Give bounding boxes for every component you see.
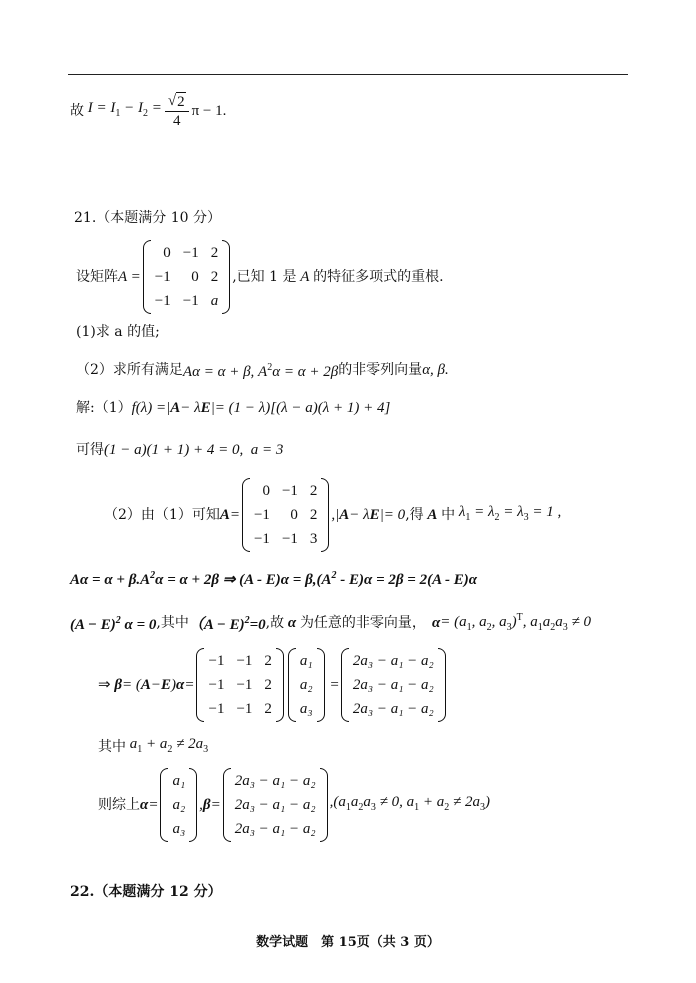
solution-a-value: 可得 (1 − a)(1 + 1) + 4 = 0, a = 3 [76, 442, 284, 458]
matrix-A-a3: 0 −1 2 −1 0 2 −1 −1 3 [242, 478, 329, 552]
summary-alpha: a₁ a₂ a₃ [160, 768, 197, 842]
solution-part2: （2）由（1）可知 A = 0 −1 2 −1 0 2 −1 −1 3 ,| A − λ E |= 0 ,得 A 中 $\lambda_1 = \lambda_2 = \lambda_3 = 1$ , [104, 478, 561, 552]
derivation-line: $A\alpha = \alpha + \beta.A^2\alpha = \alpha + 2\beta$ ⇒ $(A - E)\alpha = \beta,(A^2 - E)\alpha = 2\beta = 2(A - E)\alpha$ [70, 570, 478, 588]
solution-part1: 解:（1） f(λ) =| A − λ E |= (1 − λ)[(λ − a)(λ + 1) + 4] [76, 400, 391, 416]
vector-beta: 2a₃ − a₁ − a₂ 2a₃ − a₁ − a₂ 2a₃ − a₁ − a₂ [341, 648, 446, 722]
matrix-A-minus-E: −1 −1 2 −1 −1 2 −1 −1 2 [196, 648, 283, 722]
matrix-A: 0 −1 2 −1 0 2 −1 −1 a [143, 240, 230, 314]
q21-header: 21.（本题满分 10 分） [74, 210, 221, 226]
page-footer: 数学试题 第 15页（共 3 页） [256, 935, 440, 950]
q22-header: 22.（本题满分 12 分） [70, 884, 222, 900]
condition-line: 其中 $a_1 + a_2 \ne 2a_3$ [98, 736, 209, 755]
beta-product: ⇒ β = ( A − E ) α = −1 −1 2 −1 −1 2 −1 −1 2 a₁ a₂ a₃ = 2a₃ − a₁ − a₂ 2a₃ − a₁ − a₂ 2a₃ − a₁ − a₂ [98, 648, 448, 722]
summary-beta: 2a₃ − a₁ − a₂ 2a₃ − a₁ − a₂ 2a₃ − a₁ − a₂ [223, 768, 328, 842]
header-rule [68, 74, 628, 75]
q21-setup: 设矩阵 A = 0 −1 2 −1 0 2 −1 −1 a ,已知 1 是 A 的特征多项式的重根. [76, 240, 444, 314]
result-line-I: 故 $I = I_1 - I_2$ = √ 2 4 π − 1. [70, 93, 227, 129]
sqrt2-over-4: √ 2 4 [165, 92, 189, 130]
summary-line: 则综上 α = a₁ a₂ a₃ , β = 2a₃ − a₁ − a₂ 2a₃ − a₁ − a₂ 2a₃ − a₁ − a₂ $,(a_1a_2a_3 \ne 0$, $a_1 + a_2 \ne 2a_3$) [98, 768, 490, 842]
vector-alpha: a₁ a₂ a₃ [288, 648, 325, 722]
nilpotent-line: $(A - E)^2$ α = 0 ,其中 （A − E)$^2$=0 ,故 α 为任意的非零向量， α = ($a_1$, $a_2$, $a_3)^T$, $a_1a_2a_3 \ne 0$ [70, 612, 591, 633]
q21-part2: （2）求所有满足 Aα = α + β, $A^2\alpha = \alpha + 2\beta$ 的非零列向量 α, β. [76, 362, 449, 380]
q21-part1: (1)求 a 的值; [76, 324, 160, 340]
